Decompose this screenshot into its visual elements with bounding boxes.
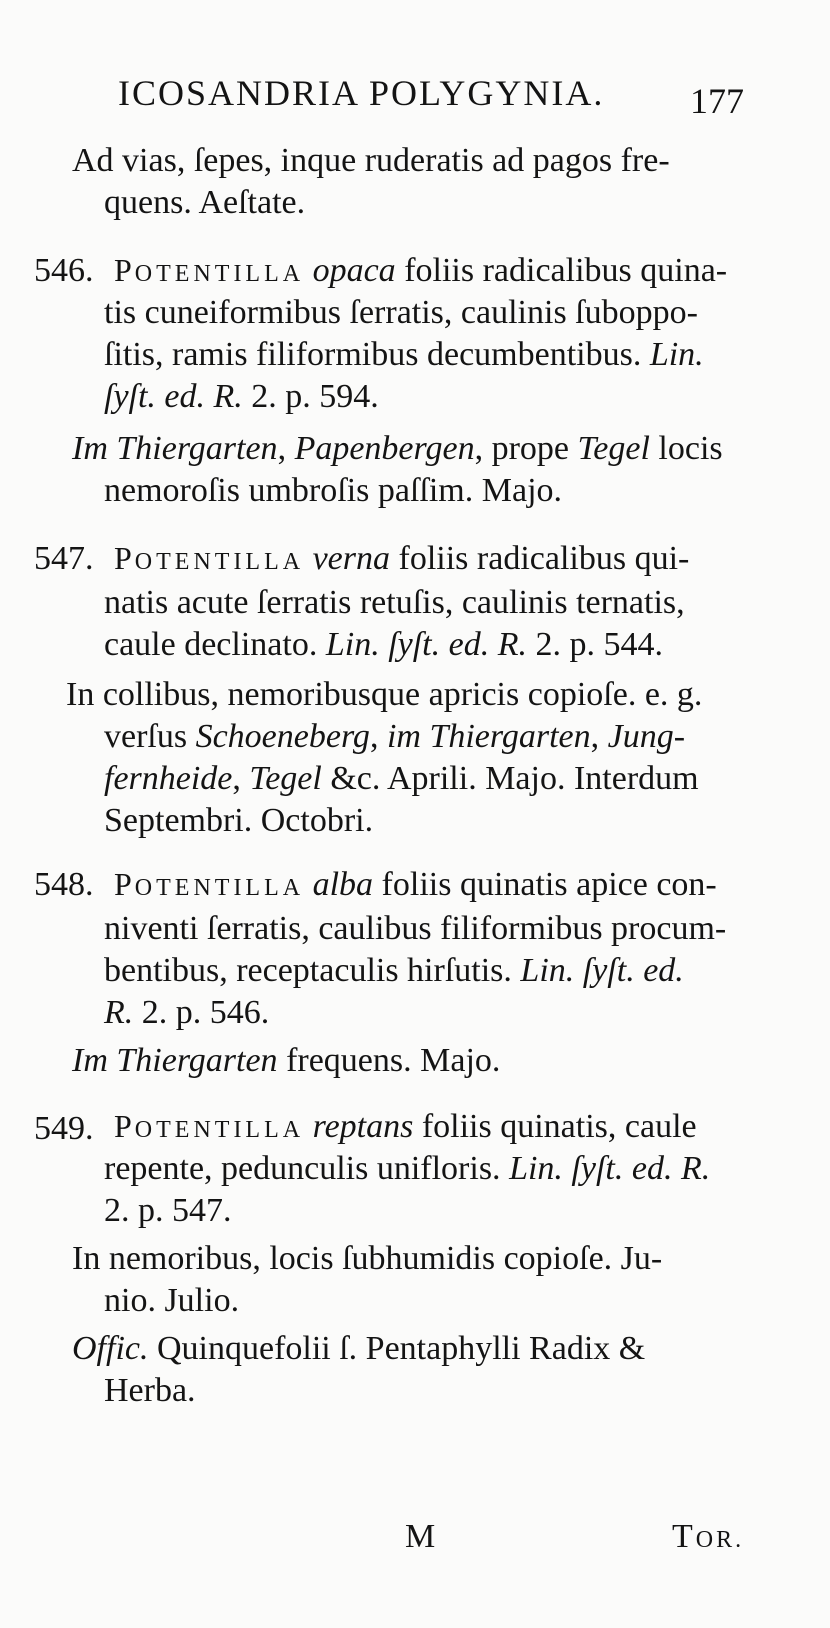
entry-number: 546. (34, 252, 94, 289)
continuation-line-1: Ad vias, ſepes, inque ruderatis ad pagos fre- (72, 142, 670, 179)
entry-heading (114, 252, 727, 290)
entry-number: 548. (34, 866, 94, 903)
officinal-note: Offic. Quinquefolii ſ. Pentaphylli Radix & (72, 1330, 646, 1367)
locality: Im Thiergarten frequens. Majo. (72, 1042, 501, 1079)
page-number: 177 (690, 81, 744, 121)
locality-line: verſus Schoeneberg, im Thiergarten, Jung- (104, 718, 686, 755)
reference-abbrev: Lin. ſyſt. ed. R. (509, 1150, 711, 1187)
genus-name: POTENTILLA (114, 540, 305, 576)
reference-abbrev: Lin. ſyſt. ed. (520, 952, 684, 989)
reference-abbrev: Lin. ſyſt. ed. R. (325, 626, 527, 663)
description: foliis quinatis apice con- (381, 866, 717, 903)
entry-number: 549. (34, 1110, 94, 1147)
locality-line: nio. Julio. (104, 1282, 240, 1319)
description-line: bentibus, receptaculis hirſutis. Lin. ſyſt. ed. (104, 952, 684, 989)
entry-heading (114, 866, 717, 904)
species-name: verna (312, 540, 391, 577)
reference: R. 2. p. 546. (104, 994, 270, 1031)
description-line: natis acute ſerratis retuſis, caulinis ternatis, (104, 584, 685, 621)
description-line: ſitis, ramis filiformibus decumbentibus. Lin. (104, 336, 704, 373)
entry-heading (114, 540, 689, 578)
description-line: niventi ſerratis, caulibus filiformibus procum- (104, 910, 727, 947)
species-name: opaca (312, 252, 396, 289)
description-line: tis cuneiformibus ſerratis, caulinis ſuboppo- (104, 294, 698, 331)
description-line: caule declinato. Lin. ſyſt. ed. R. 2. p. 544. (104, 626, 663, 663)
reference: 2. p. 547. (104, 1192, 232, 1229)
running-title: ICOSANDRIA POLYGYNIA. (118, 73, 605, 113)
species-name: reptans (312, 1108, 414, 1145)
locality: In nemoribus, locis ſubhumidis copioſe. Ju- (72, 1240, 663, 1277)
catchword: TOR. (672, 1518, 745, 1555)
locality-line: nemoroſis umbroſis paſſim. Majo. (104, 472, 563, 509)
entry-number: 547. (34, 540, 94, 577)
locality-line: Septembri. Octobri. (104, 802, 374, 839)
locality: Im Thiergarten, Papenbergen, prope Tegel locis (72, 430, 723, 467)
running-header (0, 72, 830, 122)
entry-heading (114, 1108, 697, 1146)
genus-name: POTENTILLA (114, 252, 305, 288)
description: foliis quinatis, caule (421, 1108, 697, 1145)
description: foliis radicalibus qui- (398, 540, 690, 577)
officinal-label: Offic. (72, 1330, 149, 1367)
genus-name: POTENTILLA (114, 1108, 305, 1144)
locality-line: fernheide, Tegel &c. Aprili. Majo. Interdum (104, 760, 699, 797)
genus-name: POTENTILLA (114, 866, 305, 902)
reference-abbrev: Lin. (649, 336, 704, 373)
species-name: alba (312, 866, 374, 903)
description-line: repente, pedunculis unifloris. Lin. ſyſt. ed. R. (104, 1150, 711, 1187)
reference: ſyſt. ed. R. 2. p. 594. (104, 378, 379, 415)
officinal-line: Herba. (104, 1372, 196, 1409)
description: foliis radicalibus quina- (404, 252, 728, 289)
continuation-line-2: quens. Aeſtate. (104, 184, 306, 221)
locality: In collibus, nemoribusque apricis copioſe. e. g. (66, 676, 703, 713)
signature-mark: M (405, 1518, 436, 1555)
